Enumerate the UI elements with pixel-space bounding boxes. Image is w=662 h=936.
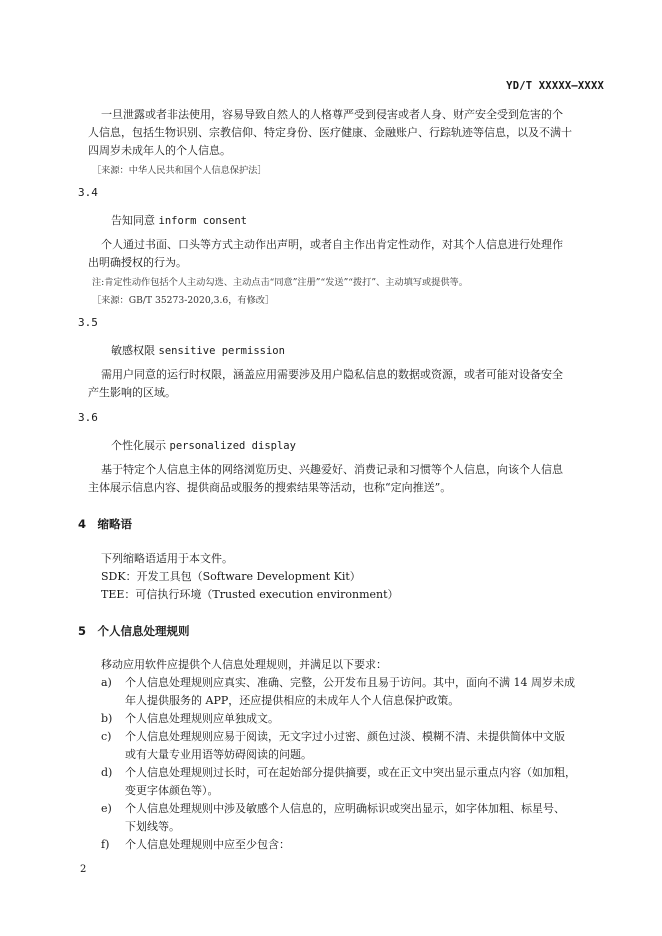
note-text: 注:肯定性动作包括个人主动勾选、主动点击“同意”注册”“发送”“拨打”、主动填写或提供等。 [92, 277, 468, 288]
paragraph-line: 需用户同意的运行时权限，涵盖应用需要涉及用户隐私信息的数据或资源，或者可能对设备安全 [101, 368, 563, 381]
paragraph-line: 产生影响的区域。 [88, 386, 176, 399]
list-item-text: 个人信息处理规则应易于阅读，无文字过小过密、颜色过淡、模糊不清、未提供简体中文版 [125, 730, 565, 743]
term-en: inform consent [158, 215, 248, 227]
paragraph-line: 出明确授权的行为。 [88, 256, 187, 269]
list-item-text: 个人信息处理规则中应至少包含： [125, 838, 290, 851]
paragraph-line: 一旦泄露或者非法使用，容易导致自然人的人格尊严受到侵害或者人身、财产安全受到危害的个 [101, 108, 563, 121]
source-citation: ［来源：GB/T 35273-2020,3.6，有修改］ [92, 295, 275, 306]
term-number: 3.4 [78, 186, 98, 199]
term-zh: 个性化展示 [111, 439, 166, 452]
list-item-text: 个人信息处理规则应单独成文。 [125, 712, 279, 725]
source-citation: ［来源：中华人民共和国个人信息保护法］ [92, 165, 267, 176]
list-marker: b) [101, 712, 113, 725]
list-marker: a) [101, 676, 112, 689]
paragraph-line: 四周岁未成年人的个人信息。 [88, 144, 231, 157]
paragraph-line: 人信息，包括生物识别、宗教信仰、特定身份、医疗健康、金融账户、行踪轨迹等信息，以及不满十 [88, 126, 572, 139]
term-heading [111, 212, 247, 228]
list-item-text: 个人信息处理规则中涉及敏感个人信息的，应明确标识或突出显示，如字体加粗、标星号、 [125, 802, 565, 815]
paragraph-line: 基于特定个人信息主体的网络浏览历史、兴趣爱好、消费记录和习惯等个人信息，向该个人信息 [101, 463, 563, 476]
term-en: sensitive permission [158, 345, 285, 357]
list-marker: e) [101, 802, 112, 815]
term-number: 3.6 [78, 411, 98, 424]
term-heading [111, 342, 285, 358]
abbreviation-tee: TEE：可信执行环境（Trusted execution environment） [101, 588, 399, 601]
term-heading [111, 437, 296, 453]
section-heading: 5 个人信息处理规则 [78, 624, 190, 638]
section-heading: 4 缩略语 [78, 517, 133, 531]
paragraph-line: 个人通过书面、口头等方式主动作出声明，或者自主作出肯定性动作，对其个人信息进行处理作 [101, 238, 563, 251]
term-zh: 告知同意 [111, 214, 155, 227]
abbreviation-sdk: SDK：开发工具包（Software Development Kit） [101, 570, 361, 583]
list-marker: d) [101, 766, 113, 779]
document-id-header: YD/T XXXXX—XXXX [506, 80, 604, 92]
list-item-text: 年人提供服务的 APP，还应提供相应的未成年人个人信息保护政策。 [125, 694, 460, 707]
list-marker: f) [101, 838, 110, 851]
paragraph-line: 移动应用软件应提供个人信息处理规则，并满足以下要求： [101, 658, 387, 671]
list-item-text: 或有大量专业用语等妨碍阅读的问题。 [125, 748, 312, 761]
list-item-text: 下划线等。 [125, 820, 180, 833]
paragraph-line: 主体展示信息内容、提供商品或服务的搜索结果等活动，也称“定向推送”。 [88, 481, 452, 494]
list-marker: c) [101, 730, 112, 743]
list-item-text: 变更字体颜色等）。 [125, 784, 219, 797]
list-item-text: 个人信息处理规则过长时，可在起始部分提供摘要，或在正文中突出显示重点内容（如加粗， [125, 766, 576, 779]
term-zh: 敏感权限 [111, 344, 155, 357]
term-en: personalized display [169, 440, 296, 452]
page-number: 2 [80, 864, 87, 875]
list-item-text: 个人信息处理规则应真实、准确、完整，公开发布且易于访问。其中，面向不满 14 周岁未成 [125, 676, 575, 689]
term-number: 3.5 [78, 316, 98, 329]
paragraph-line: 下列缩略语适用于本文件。 [101, 552, 233, 565]
